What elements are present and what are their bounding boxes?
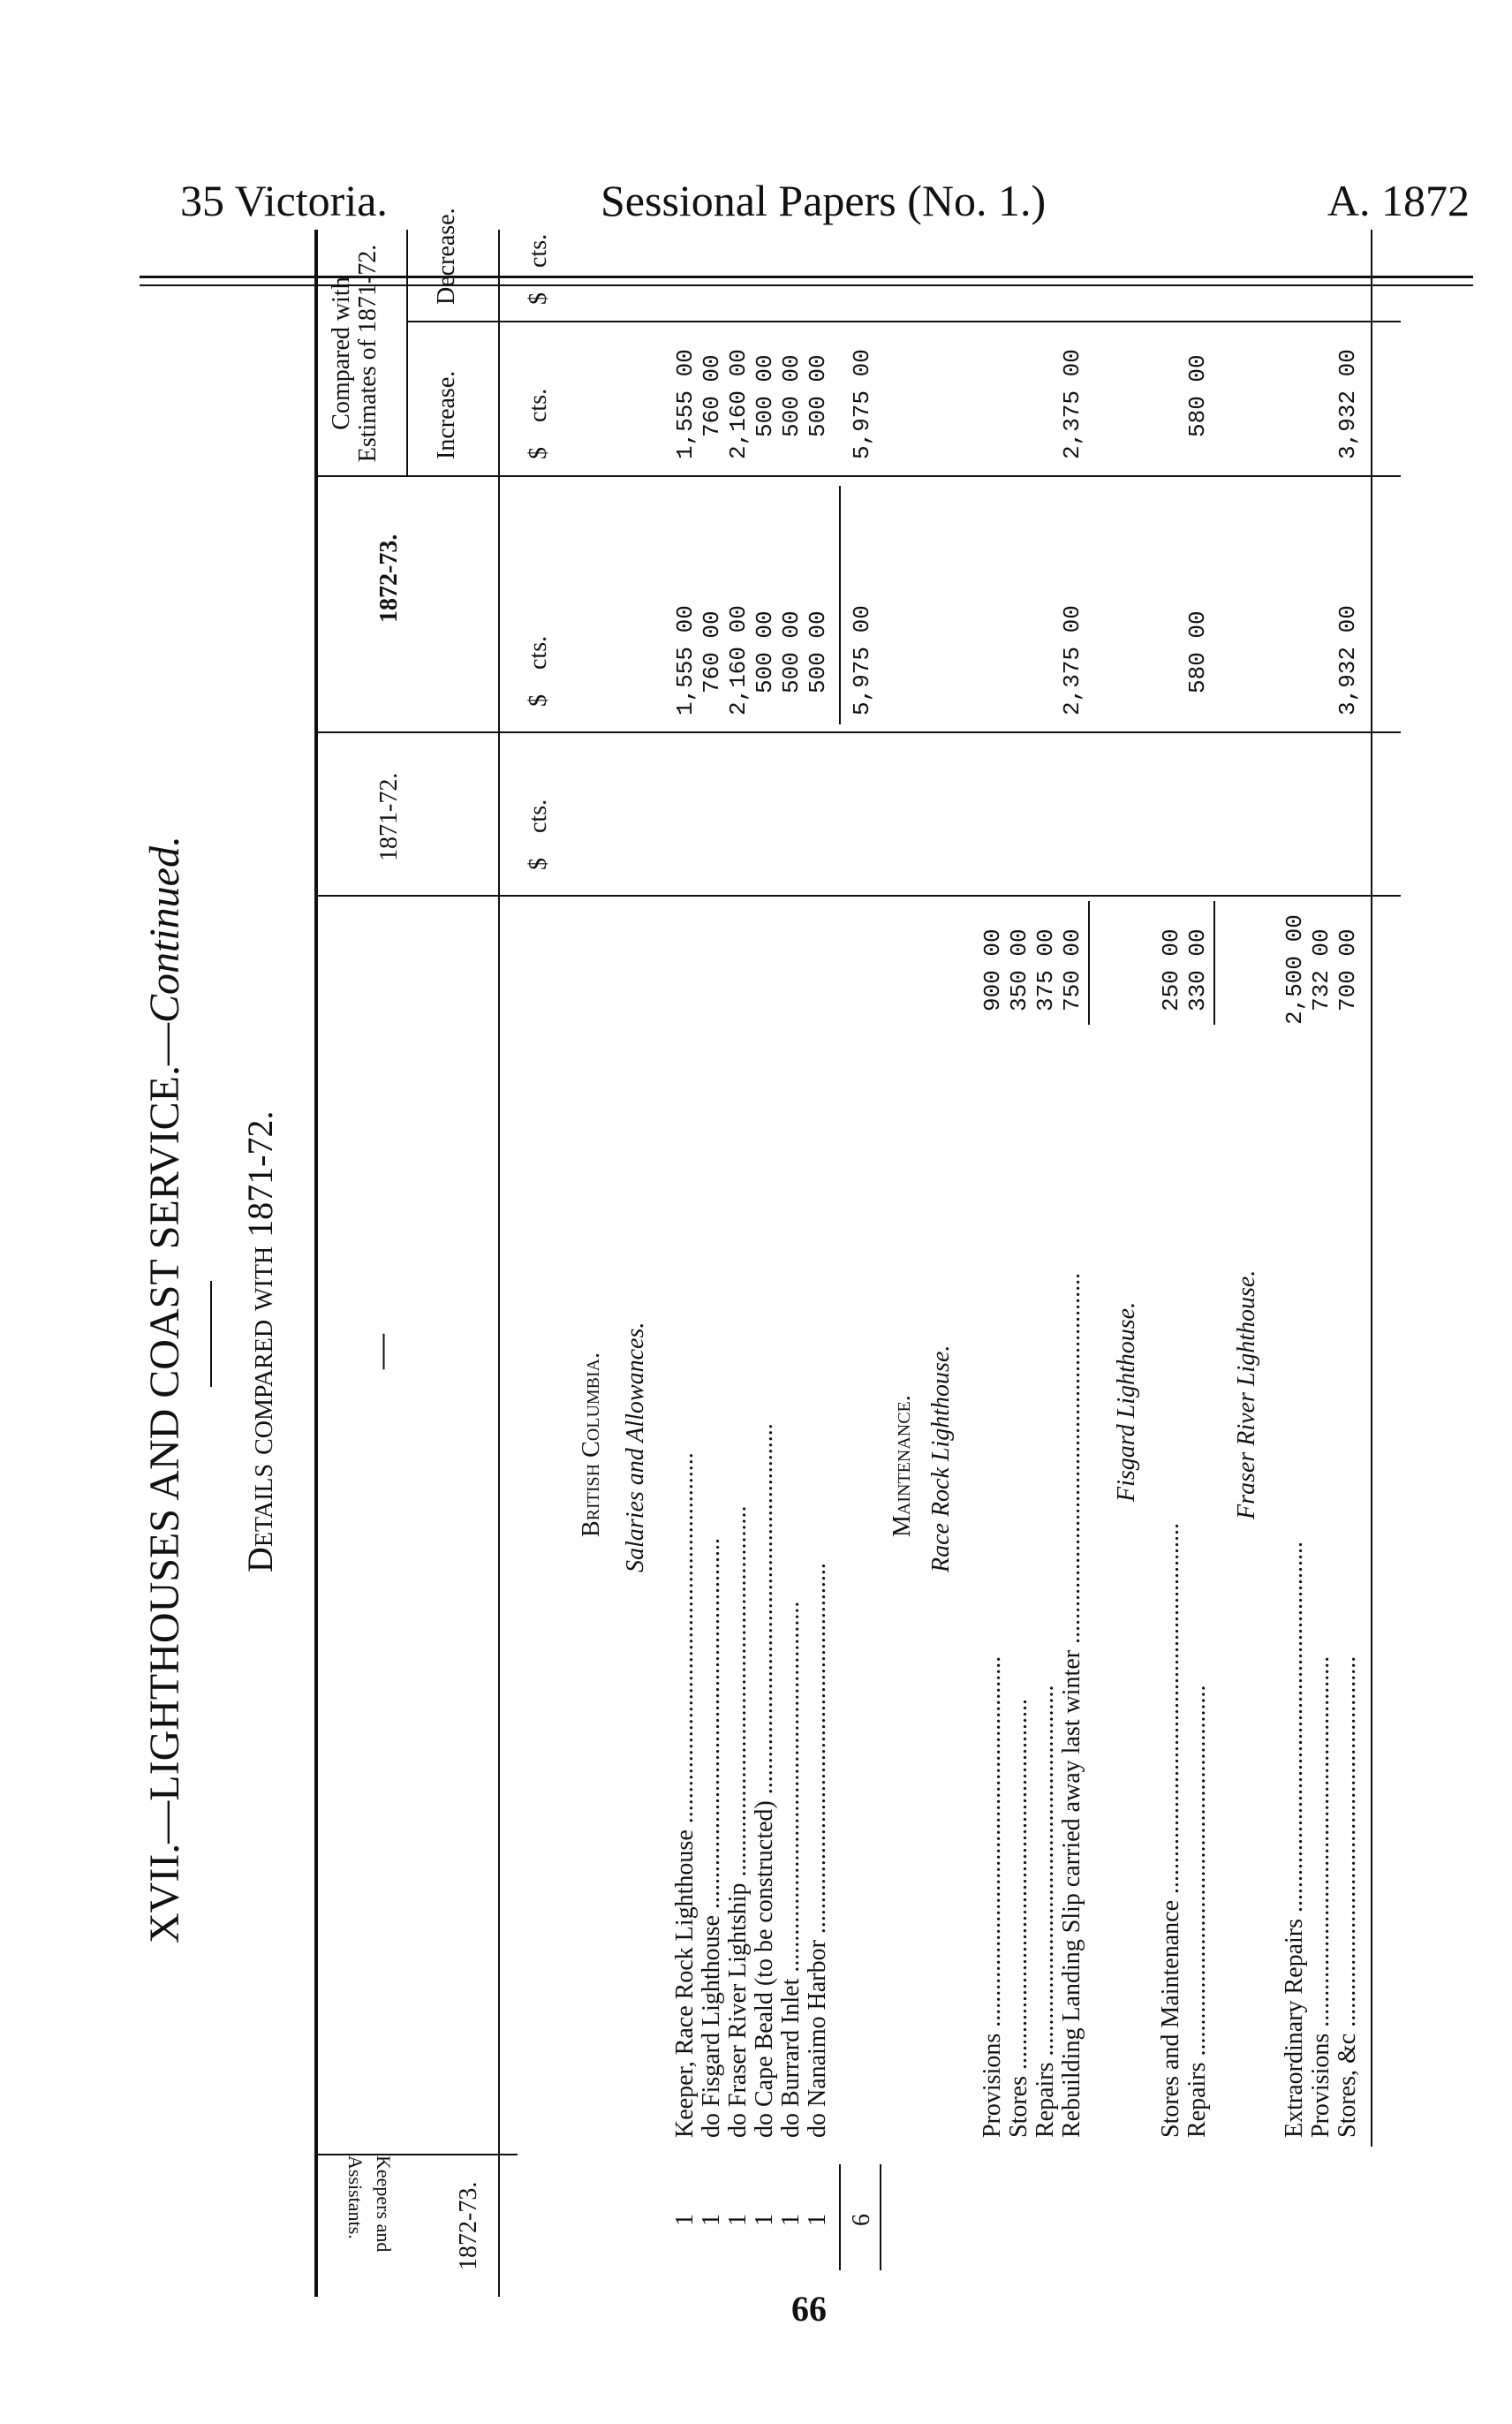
title-dash xyxy=(210,1281,212,1387)
fraser-total-1872: 3,932 00 xyxy=(1334,605,1361,716)
section-british-columbia: British Columbia. xyxy=(578,1352,605,1537)
unit-dollar: $ xyxy=(525,447,552,459)
col-1871-header: 1871-72. xyxy=(375,772,403,861)
salary-label: Keeper, Race Rock Lighthouse ............................................................ xyxy=(671,1452,699,2138)
keepers-count: 1 xyxy=(777,2214,805,2226)
year-left-header: 1872-73. xyxy=(455,2181,482,2270)
race-rock-amount: 750 00 xyxy=(1059,928,1085,1011)
fraser-amount: 2,500 00 xyxy=(1281,914,1308,1025)
section-fisgard: Fisgard Lighthouse. xyxy=(1113,1301,1140,1502)
salaries-total-rule-1872 xyxy=(839,486,841,724)
unit-increase xyxy=(525,389,553,459)
fisgard-amount: 330 00 xyxy=(1184,928,1211,1011)
salary-1872: 1,555 00 xyxy=(672,605,699,716)
compared-header: Compared with Estimates of 1871-72. xyxy=(328,244,382,463)
col-line-keepers xyxy=(314,2154,518,2155)
race-rock-total-increase: 2,375 00 xyxy=(1059,349,1085,459)
header-year: A. 1872 xyxy=(1327,176,1470,225)
description-dash: — xyxy=(360,1334,400,1369)
race-rock-rule xyxy=(1088,901,1090,1025)
salary-increase: 2,160 00 xyxy=(725,349,752,459)
fraser-amount: 700 00 xyxy=(1334,928,1361,1011)
salary-1872: 2,160 00 xyxy=(725,605,752,716)
table-title xyxy=(141,836,189,1943)
salary-1872: 500 00 xyxy=(805,610,831,693)
section-fraser: Fraser River Lighthouse. xyxy=(1233,1269,1260,1519)
header-papers: Sessional Papers (No. 1.) xyxy=(601,176,1047,225)
salary-increase: 760 00 xyxy=(699,354,725,437)
section-salaries: Salaries and Allowances. xyxy=(622,1322,649,1572)
salary-label: do Nanaimo Harbor ............................................................ xyxy=(804,1563,831,2138)
salary-label: do Fisgard Lighthouse ............................................................ xyxy=(698,1538,725,2138)
race-rock-total-1872: 2,375 00 xyxy=(1059,605,1085,716)
unit-cts: cts. xyxy=(525,799,552,833)
col-line-increase xyxy=(406,321,1401,322)
unit-dollar: $ xyxy=(525,292,552,305)
decrease-header: Decrease. xyxy=(433,208,460,305)
keepers-count: 1 xyxy=(751,2214,778,2226)
header-session: 35 Victoria. xyxy=(180,176,388,225)
col-line-1871 xyxy=(314,895,1401,897)
unit-cts: cts. xyxy=(525,635,552,670)
fraser-total-increase: 3,932 00 xyxy=(1334,349,1361,459)
fisgard-rule xyxy=(1213,901,1215,1025)
salary-label: do Fraser River Lightship ............................................................ xyxy=(724,1505,752,2138)
header-bottom xyxy=(498,230,500,2297)
section-race-rock: Race Rock Lighthouse. xyxy=(927,1345,955,1572)
frame-top xyxy=(314,230,318,2297)
section-maintenance: Maintenance. xyxy=(888,1395,916,1537)
salary-increase: 500 00 xyxy=(778,354,805,437)
table-subtitle: Details compared with 1871-72. xyxy=(240,1110,280,1572)
fraser-label: Extraordinary Repairs ............................................................ xyxy=(1281,1541,1308,2138)
col-line-compared xyxy=(314,475,1401,477)
unit-1871 xyxy=(525,799,553,870)
salary-label: do Cape Beald (to be constructed) ............................................................ xyxy=(751,1423,778,2138)
fisgard-total-increase: 580 00 xyxy=(1184,354,1211,437)
fraser-label: Stores, &c ............................................................ xyxy=(1334,1655,1361,2138)
compared-rule xyxy=(406,230,408,477)
col-line-1872 xyxy=(314,731,1401,733)
keepers-count: 1 xyxy=(698,2214,725,2226)
salaries-total-1872: 5,975 00 xyxy=(849,605,875,716)
salary-increase: 500 00 xyxy=(805,354,831,437)
salary-increase: 500 00 xyxy=(752,354,778,437)
fisgard-amount: 250 00 xyxy=(1158,928,1184,1011)
salaries-total-keepers: 6 xyxy=(848,2214,875,2226)
race-rock-amount: 375 00 xyxy=(1032,928,1059,1011)
race-rock-label: Repairs ............................................................ xyxy=(1032,1685,1059,2138)
salary-increase: 1,555 00 xyxy=(672,349,699,459)
fraser-amount: 732 00 xyxy=(1308,928,1334,1011)
race-rock-amount: 900 00 xyxy=(979,928,1006,1011)
race-rock-label: Rebuilding Landing Slip carried away last winter ............................................................ xyxy=(1058,1272,1085,2138)
salary-label: do Burrard Inlet ............................................................ xyxy=(777,1601,805,2138)
salary-1872: 760 00 xyxy=(699,610,725,693)
unit-decrease xyxy=(525,234,553,305)
rotated-table xyxy=(141,208,1413,2297)
salaries-total-bottom-rule xyxy=(880,2164,881,2270)
unit-cts: cts. xyxy=(525,388,552,422)
keepers-count: 1 xyxy=(804,2214,831,2226)
unit-1872 xyxy=(525,636,553,707)
fraser-label: Provisions ............................................................ xyxy=(1307,1655,1334,2138)
keepers-count: 1 xyxy=(724,2214,752,2226)
salary-1872: 500 00 xyxy=(752,610,778,693)
col-1872-header: 1872-73. xyxy=(375,534,403,623)
salaries-total-rule xyxy=(839,2164,841,2270)
unit-dollar: $ xyxy=(525,694,552,707)
page-number: 66 xyxy=(791,2289,827,2329)
fisgard-label: Stores and Maintenance ............................................................ xyxy=(1157,1522,1184,2138)
salaries-total-increase: 5,975 00 xyxy=(849,349,875,459)
race-rock-label: Stores ............................................................ xyxy=(1005,1699,1032,2138)
keepers-header: Keepers and Assistants. xyxy=(344,2155,395,2253)
table-bottom-rule xyxy=(1371,230,1372,2147)
table-title-continued: Continued. xyxy=(141,836,188,1024)
table-title-main: XVII.—LIGHTHOUSES AND COAST SERVICE.— xyxy=(141,1023,188,1943)
race-rock-amount: 350 00 xyxy=(1006,928,1032,1011)
salary-1872: 500 00 xyxy=(778,610,805,693)
fisgard-label: Repairs ............................................................ xyxy=(1183,1685,1211,2138)
unit-dollar: $ xyxy=(525,858,552,870)
fisgard-total-1872: 580 00 xyxy=(1184,610,1211,693)
race-rock-label: Provisions ............................................................ xyxy=(979,1655,1006,2138)
keepers-count: 1 xyxy=(671,2214,699,2226)
unit-cts: cts. xyxy=(525,233,552,268)
increase-header: Increase. xyxy=(433,370,460,459)
